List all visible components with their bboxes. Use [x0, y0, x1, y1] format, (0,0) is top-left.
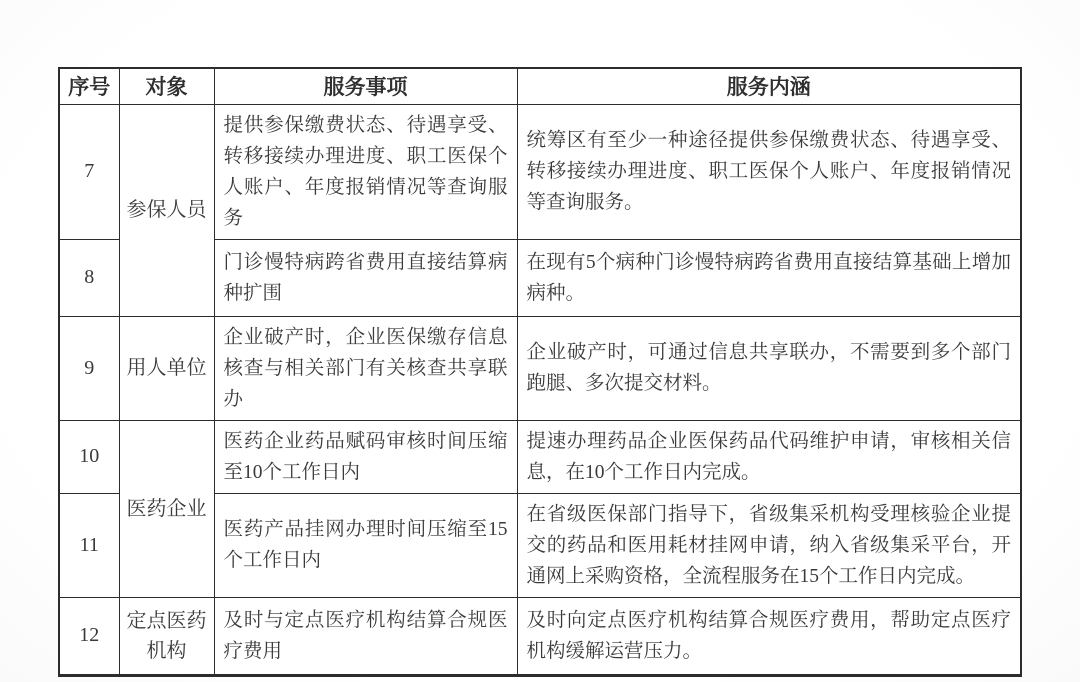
target-cell: 用人单位	[119, 316, 214, 420]
table-row	[59, 104, 1021, 239]
table-row	[59, 597, 1021, 675]
service-content-cell: 企业破产时，可通过信息共享联办，不需要到多个部门跑腿、多次提交材料。	[517, 316, 1021, 420]
row-number-cell: 7	[59, 104, 119, 239]
service-item-cell: 及时与定点医疗机构结算合规医疗费用	[214, 597, 517, 675]
row-number-cell: 10	[59, 420, 119, 493]
table-row	[59, 420, 1021, 493]
service-item-cell: 医药企业药品赋码审核时间压缩至10个工作日内	[214, 420, 517, 493]
service-item-cell: 门诊慢特病跨省费用直接结算病种扩围	[214, 239, 517, 316]
service-item-cell: 医药产品挂网办理时间压缩至15个工作日内	[214, 493, 517, 597]
column-header-service-content: 服务内涵	[517, 68, 1021, 104]
service-content-cell: 统筹区有至少一种途径提供参保缴费状态、待遇享受、转移接续办理进度、职工医保个人账户、年度报销情况等查询服务。	[517, 104, 1021, 239]
row-number-cell: 8	[59, 239, 119, 316]
target-cell: 参保人员	[119, 104, 214, 316]
column-header-no: 序号	[59, 68, 119, 104]
service-content-cell: 在现有5个病种门诊慢特病跨省费用直接结算基础上增加病种。	[517, 239, 1021, 316]
row-number-cell: 11	[59, 493, 119, 597]
column-header-target: 对象	[119, 68, 214, 104]
service-items-table	[58, 67, 1022, 677]
row-number-cell: 12	[59, 597, 119, 675]
service-content-cell: 及时向定点医疗机构结算合规医疗费用，帮助定点医疗机构缓解运营压力。	[517, 597, 1021, 675]
service-item-cell: 企业破产时，企业医保缴存信息核查与相关部门有关核查共享联办	[214, 316, 517, 420]
column-header-service-item: 服务事项	[214, 68, 517, 104]
header-row	[59, 68, 1021, 104]
row-number-cell: 9	[59, 316, 119, 420]
target-cell: 定点医药机构	[119, 597, 214, 675]
target-cell: 医药企业	[119, 420, 214, 597]
service-item-cell: 提供参保缴费状态、待遇享受、转移接续办理进度、职工医保个人账户、年度报销情况等查询服务	[214, 104, 517, 239]
service-content-cell: 提速办理药品企业医保药品代码维护申请，审核相关信息，在10个工作日内完成。	[517, 420, 1021, 493]
service-content-cell: 在省级医保部门指导下，省级集采机构受理核验企业提交的药品和医用耗材挂网申请，纳入省级集采平台，开通网上采购资格，全流程服务在15个工作日内完成。	[517, 493, 1021, 597]
table-row	[59, 316, 1021, 420]
